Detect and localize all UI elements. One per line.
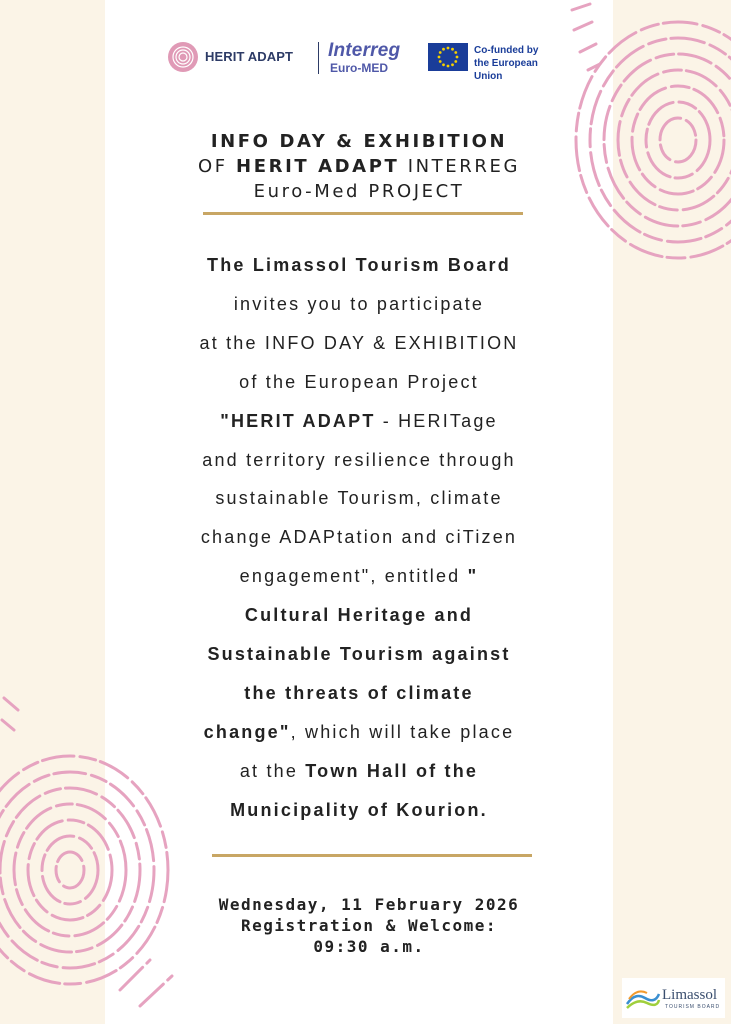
event-time: 09:30 a.m. (313, 937, 425, 956)
herit-adapt-logo-text: HERIT ADAPT (205, 49, 294, 64)
body-line (105, 752, 613, 791)
body-line-rest: , which will take place (290, 721, 515, 742)
body-line-bold: Cultural Heritage and (244, 605, 474, 626)
body-line: sustainable Tourism, climate (215, 488, 503, 509)
body-line (105, 557, 613, 596)
body-line: and territory resilience through (202, 449, 516, 470)
limassol-tourism-board-logo (622, 978, 725, 1018)
limassol-wave-icon (625, 984, 661, 1012)
title-line-2-bold: HERIT ADAPT (236, 156, 400, 177)
event-date-time (105, 894, 633, 957)
limassol-logo-text: Limassol (662, 987, 717, 1003)
event-title (105, 129, 613, 204)
title-line-2-pre: OF (198, 156, 237, 177)
body-line-bold: Municipality of Kourion. (230, 799, 488, 820)
body-line-bold: change" (203, 721, 291, 742)
eu-flag-icon (428, 43, 468, 71)
body-line: change ADAPtation and ciTizen (200, 527, 518, 548)
body-line (105, 674, 613, 713)
body-line-rest: engagement", entitled (239, 566, 468, 587)
logo-divider (318, 42, 319, 74)
body-line: of the European Project (239, 371, 479, 392)
body-line-bold: " (467, 566, 479, 587)
eu-line-1: Co-funded by (474, 45, 539, 56)
body-line-bold: Sustainable Tourism against (207, 644, 511, 665)
event-date: Wednesday, 11 February 2026 (218, 895, 520, 914)
body-line (105, 791, 613, 830)
limassol-logo-subtext: TOURISM BOARD (665, 1004, 721, 1010)
partner-logos (168, 40, 568, 82)
title-line-1: INFO DAY & EXHIBITION (210, 131, 508, 152)
body-line (105, 713, 613, 752)
eu-cofunded-text (474, 44, 568, 83)
body-line-bold: Town Hall of the (305, 760, 479, 781)
gold-divider-top (203, 212, 523, 215)
title-line-3: Euro-Med PROJECT (253, 181, 465, 202)
eu-line-2: the European Union (474, 58, 538, 82)
body-line-bold: The Limassol Tourism Board (207, 255, 511, 275)
herit-adapt-logo-icon (168, 42, 198, 72)
body-line-rest: - HERITage (375, 410, 498, 431)
interreg-logo-text: Interreg (328, 40, 401, 61)
body-line-bold: "HERIT ADAPT (220, 410, 376, 431)
invitation-text (105, 246, 613, 830)
body-line (105, 246, 613, 285)
title-line-2 (105, 154, 613, 179)
gold-divider-bottom (212, 854, 532, 857)
body-line-rest: at the (239, 760, 306, 781)
body-line (105, 635, 613, 674)
body-line (105, 402, 613, 441)
title-line-2-post: INTERREG (399, 156, 520, 177)
body-line: at the INFO DAY & EXHIBITION (199, 332, 519, 353)
euromed-logo-text: Euro-MED (330, 61, 388, 75)
body-line (105, 596, 613, 635)
body-line-bold: the threats of climate (244, 682, 474, 703)
event-registration: Registration & Welcome: (240, 916, 498, 935)
body-line: invites you to participate (233, 293, 485, 314)
